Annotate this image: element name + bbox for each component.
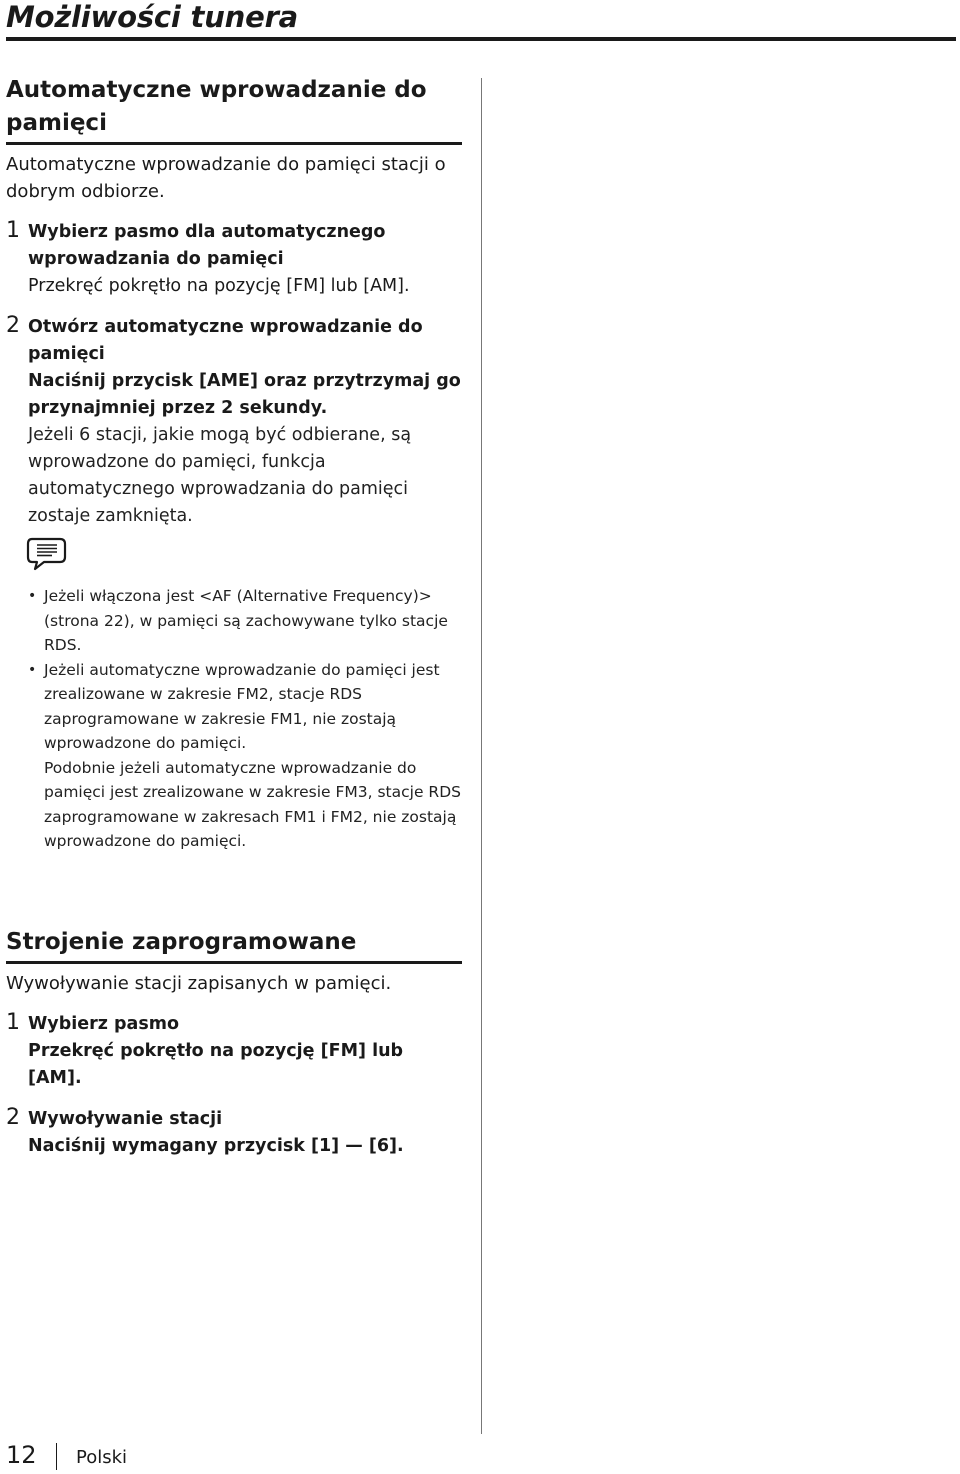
step-1 bbox=[6, 219, 462, 300]
auto-memory-intro: Automatyczne wprowadzanie do pamięci stacji o dobrym odbiorze. bbox=[6, 154, 446, 202]
preset-tuning-section bbox=[6, 926, 462, 1160]
note-speech-bubble-icon bbox=[26, 536, 68, 572]
auto-memory-title: Automatyczne wprowadzanie do pamięci bbox=[6, 74, 462, 145]
auto-memory-section bbox=[6, 74, 462, 854]
note-extra-text: Podobnie jeżeli automatyczne wprowadzanie do pamięci jest zrealizowane w zakresie FM3, stacje RDS zaprogramowane w zakresach FM1 i FM2, nie zostają wprowadzone do pamięci. bbox=[44, 758, 461, 850]
preset-tuning-steps bbox=[6, 1011, 462, 1160]
note-item bbox=[6, 658, 462, 854]
notes-list bbox=[6, 584, 462, 854]
footer-divider bbox=[56, 1443, 57, 1470]
step-number: 1 bbox=[6, 1010, 20, 1035]
note-text: Jeżeli automatyczne wprowadzanie do pamięci jest zrealizowane w zakresie FM2, stacje RDS zaprogramowane w zakresie FM1, nie zostają wprowadzone do pamięci. bbox=[44, 660, 440, 752]
step-heading: Wywoływanie stacji bbox=[28, 1109, 223, 1129]
step-action: Naciśnij przycisk [AME] oraz przytrzymaj go przynajmniej przez 2 sekundy. bbox=[28, 371, 461, 418]
title-rule bbox=[6, 37, 956, 41]
step-action: Naciśnij wymagany przycisk [1] — [6]. bbox=[28, 1136, 404, 1156]
column-divider bbox=[481, 78, 482, 1434]
step-action: Przekręć pokrętło na pozycję [FM] lub [AM]. bbox=[28, 1041, 404, 1088]
step-heading: Otwórz automatyczne wprowadzanie do pamięci bbox=[28, 317, 423, 364]
step-2 bbox=[6, 314, 462, 530]
step-note: Jeżeli 6 stacji, jakie mogą być odbierane, są wprowadzone do pamięci, funkcja automatycznego wprowadzania do pamięci zostaje zamknięta. bbox=[28, 425, 412, 526]
auto-memory-steps bbox=[6, 219, 462, 530]
footer-language: Polski bbox=[76, 1447, 128, 1468]
step-heading: Wybierz pasmo dla automatycznego wprowadzania do pamięci bbox=[28, 222, 386, 269]
step-number: 2 bbox=[6, 313, 20, 338]
page-title: Możliwości tunera bbox=[6, 0, 299, 34]
preset-tuning-intro: Wywoływanie stacji zapisanych w pamięci. bbox=[6, 973, 392, 994]
note-item bbox=[6, 584, 462, 658]
page-number: 12 bbox=[6, 1441, 37, 1469]
step-1 bbox=[6, 1011, 462, 1092]
step-action: Przekręć pokrętło na pozycję [FM] lub [AM]. bbox=[28, 276, 410, 296]
preset-tuning-title: Strojenie zaprogramowane bbox=[6, 926, 462, 964]
step-2 bbox=[6, 1106, 462, 1160]
step-number: 2 bbox=[6, 1105, 20, 1130]
bullet: • bbox=[28, 588, 37, 604]
bullet: • bbox=[28, 661, 37, 678]
step-heading: Wybierz pasmo bbox=[28, 1014, 180, 1034]
note-text: Jeżeli włączona jest <AF (Alternative Frequency)> (strona 22), w pamięci są zachowywane tylko stacje RDS. bbox=[44, 587, 448, 654]
step-number: 1 bbox=[6, 218, 20, 243]
